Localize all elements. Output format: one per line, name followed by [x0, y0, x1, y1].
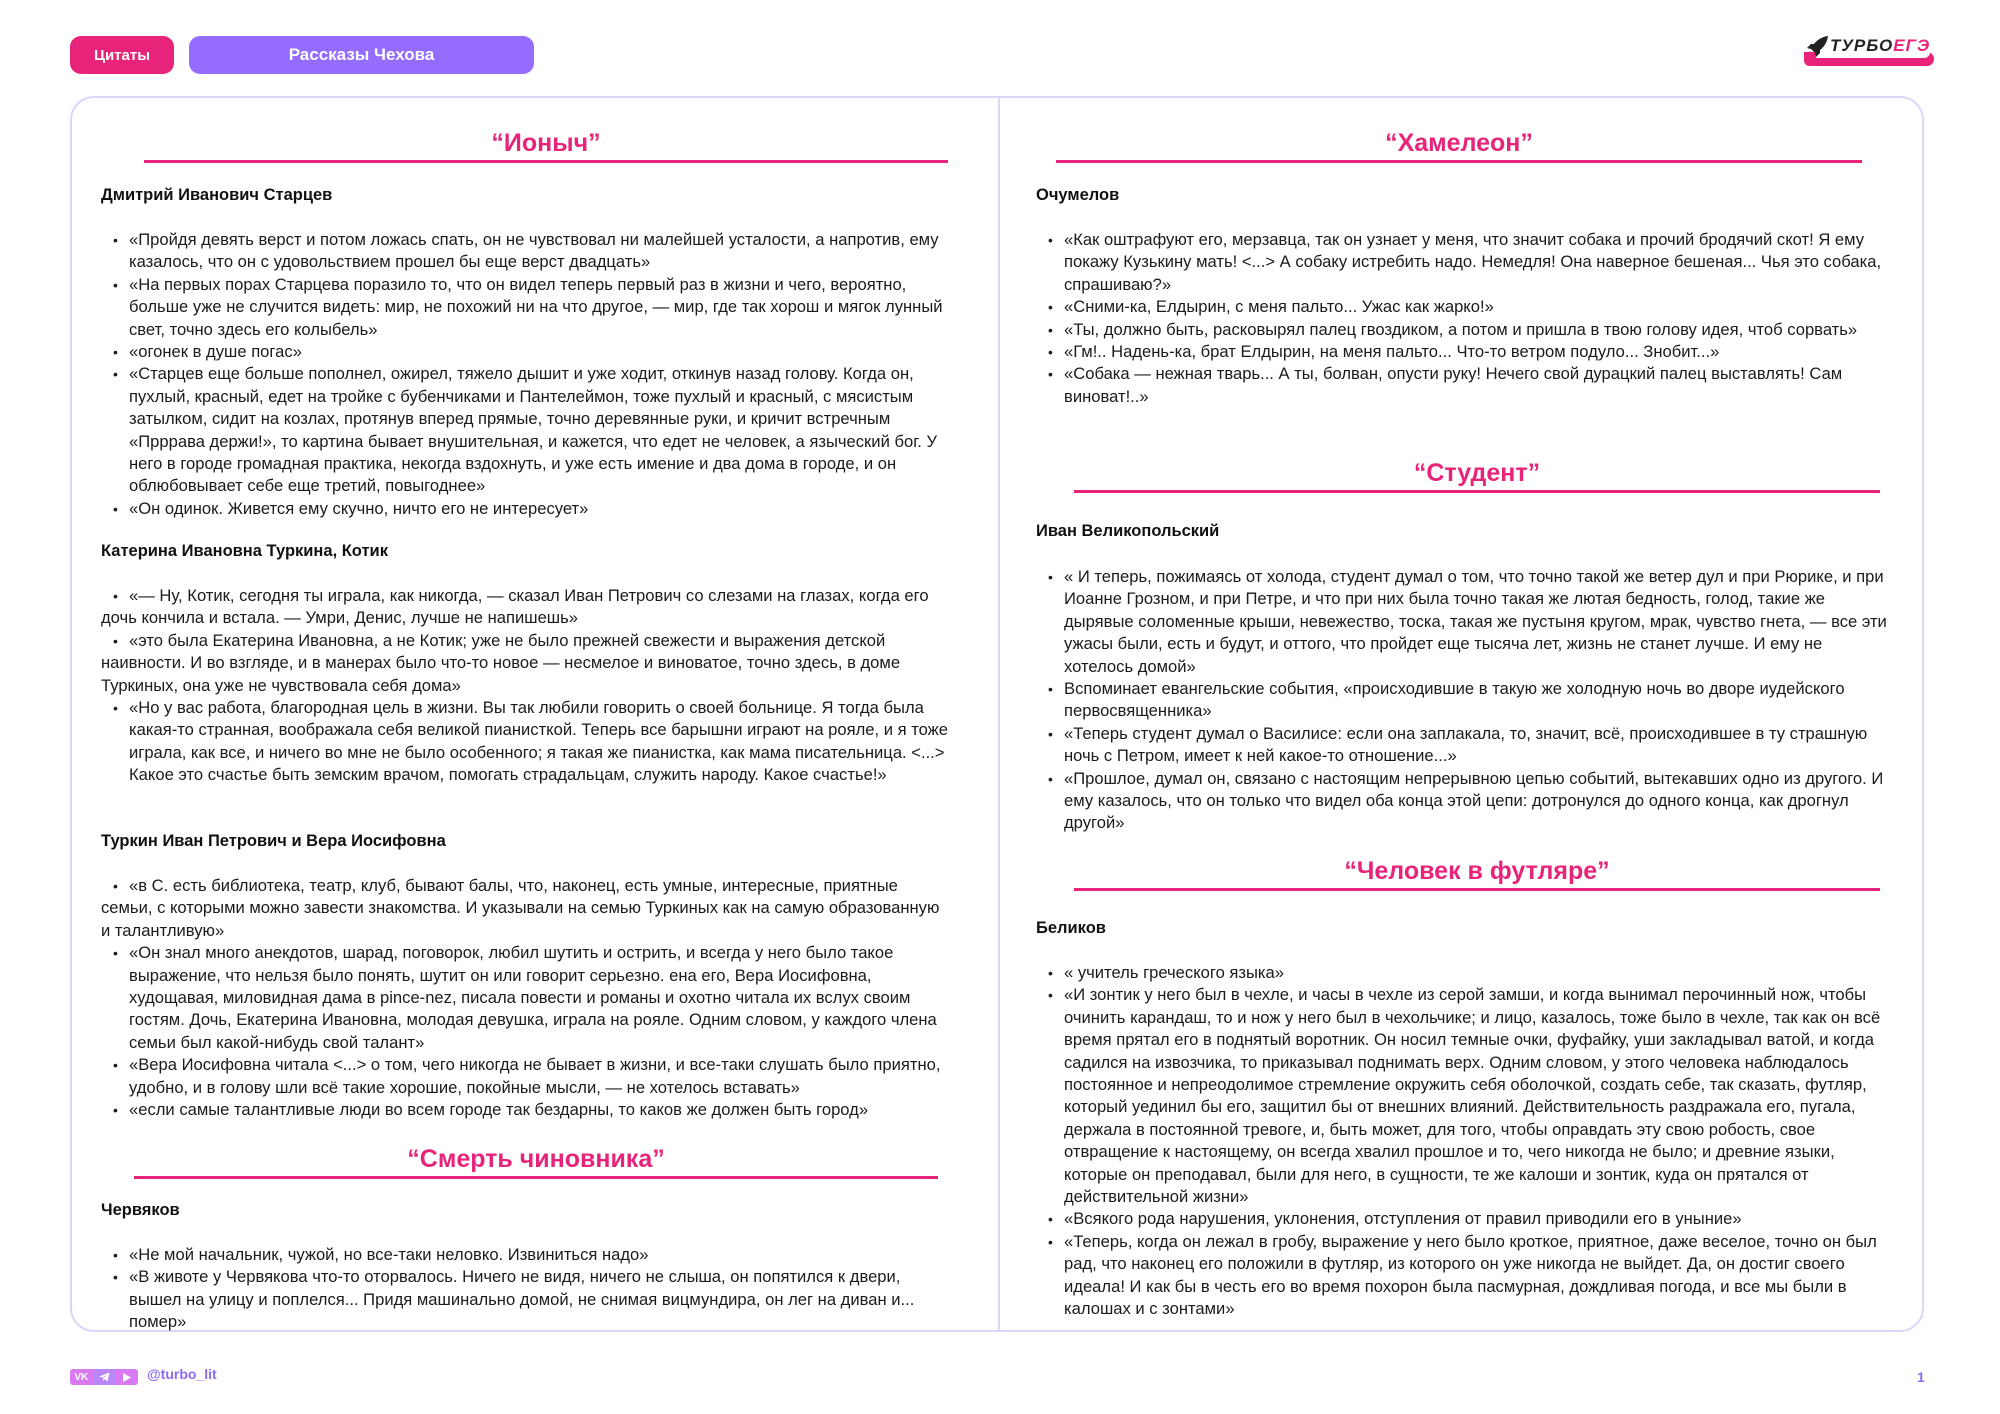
telegram-glyph [99, 1372, 110, 1382]
quote-item: • «Прошлое, думал он, связано с настоящим непрерывною цепью событий, вытекавших одно из другого. И ему казалось, что он только что видел оба конца этой цепи: дотронулся до одного конца, как дрогнул другой» [1036, 768, 1894, 835]
quote-list [101, 585, 951, 787]
content-panel [70, 96, 1924, 1332]
quote-item: • « И теперь, пожимаясь от холода, студент думал о том, что точно такой же ветер дул и при Рюрике, и при Иоанне Грозном, и при Петре, и что при них была точно такая же лютая бедность, голод, такие же дырявые соломенные крыши, невежество, тоска, такая же пустыня кругом, мрак, чувство гнета, — все эти ужасы были, есть и будут, и оттого, что пройдет еще тысяча лет, жизнь не станет лучше. И ему не хотелось домой» [1036, 566, 1894, 678]
heading-underline [1056, 160, 1862, 163]
quote-item: • «На первых порах Старцева поразило то, что он видел теперь первый раз в жизни и чего, вероятно, больше уже не случится видеть: мир, не похожий ни на что другое, — мир, где так хорош и мягок лунный свет, точно здесь его колыбель» [101, 274, 951, 341]
quote-item: • «В животе у Червякова что-то оторвалось. Ничего не видя, ничего не слыша, он попятился к двери, вышел на улицу и поплелся... Придя машинально домой, не снимая вицмундира, он лег на диван и... помер» [101, 1266, 951, 1333]
character-name: Очумелов [1036, 186, 1120, 204]
quote-item: • «это была Екатерина Ивановна, а не Котик; уже не было прежней свежести и выражения детской наивности. И во взгляде, и в манерах было что-то новое — несмелое и виноватое, точно здесь, в доме Туркиных, она уже не чувствовала себя дома» [101, 630, 951, 697]
character-name: Червяков [101, 1201, 180, 1219]
quote-item: • «если самые талантливые люди во всем городе так бездарны, то каков же должен быть город» [101, 1099, 951, 1121]
character-name: Дмитрий Иванович Старцев [101, 186, 333, 204]
story-title: “Смерть чиновника” [407, 1145, 665, 1173]
story-title: “Ионыч” [491, 129, 601, 157]
quote-list [101, 1244, 951, 1334]
quote-list [101, 229, 951, 520]
character-name: Беликов [1036, 919, 1106, 937]
quote-item: • «огонек в душе погас» [101, 341, 951, 363]
logo-text [1830, 36, 1930, 56]
quote-item: • «в С. есть библиотека, театр, клуб, бывают балы, что, наконец, есть умные, интересные, приятные семьи, с которыми можно завести знакомства. И указывали на семью Туркиных как на самую образованную и талантливую» [101, 875, 951, 942]
quote-item: • «И зонтик у него был в чехле, и часы в чехле из серой замши, и когда вынимал перочинный нож, чтобы очинить карандаш, то и нож у него был в чехольчике; и лицо, казалось, тоже было в чехле, так как он всё время прятал его в поднятый воротник. Он носил темные очки, фуфайку, уши закладывал ватой, и когда садился на извозчика, то приказывал поднимать верх. Одним словом, у этого человека наблюдалось постоянное и непреодолимое стремление окружить себя оболочкой, создать себе, так сказать, футляр, который уединил бы его, защитил бы от внешних влияний. Действительность раздражала его, пугала, держала в постоянной тревоге, и, быть может, для того, чтобы оправдать эту свою робость, свое отвращение к настоящему, он всегда хвалил прошлое и то, чего никогда не было; и древние языки, которые он преподавал, были для него, в сущности, те же калоши и зонтик, куда он прятался от действительной жизни» [1036, 984, 1894, 1208]
character-name: Иван Великопольский [1036, 522, 1220, 540]
quote-item: • «Теперь, когда он лежал в гробу, выражение у него было кроткое, приятное, даже веселое, точно он был рад, что наконец его положили в футляр, из которого он уже никогда не выйдет. Да, он достиг своего идеала! И как бы в честь его во время похорон была пасмурная, дождливая погода, и все мы были в калошах и с зонтами» [1036, 1231, 1894, 1321]
quote-item: • «Он одинок. Живется ему скучно, ничто его не интересует» [101, 498, 951, 520]
quote-item: • «Всякого рода нарушения, уклонения, отступления от правил приводили его в уныние» [1036, 1208, 1894, 1230]
vk-icon[interactable]: VK [70, 1369, 93, 1385]
left-column [72, 98, 998, 1330]
quote-item: • «Сними-ка, Елдырин, с меня пальто... Ужас как жарко!» [1036, 296, 1894, 318]
quote-item: • Вспоминает евангельские события, «происходившие в такую же холодную ночь во дворе иудейского первосвященника» [1036, 678, 1894, 723]
quote-list [101, 875, 951, 1121]
quote-item: • «Не мой начальник, чужой, но все-таки неловко. Извиниться надо» [101, 1244, 951, 1266]
heading-underline [1074, 888, 1880, 891]
quote-item: • «Как оштрафуют его, мерзавца, так он узнает у меня, что значит собака и прочий бродячий скот! Я ему покажу Кузькину мать! <...> А собаку истребить надо. Немедля! Она наверное бешеная... Чья это собака, спрашиваю?» [1036, 229, 1894, 296]
story-title: “Студент” [1413, 459, 1541, 487]
character-name: Туркин Иван Петрович и Вера Иосифовна [101, 832, 446, 850]
telegram-icon[interactable] [93, 1369, 116, 1385]
topic-tag[interactable]: Рассказы Чехова [189, 36, 534, 74]
quote-item: • «Ты, должно быть, расковырял палец гвоздиком, а потом и пришла в твою голову идея, чтоб сорвать» [1036, 319, 1894, 341]
quote-item: • «Собака — нежная тварь... А ты, болван, опусти руку! Нечего свой дурацкий палец выставлять! Сам виноват!..» [1036, 363, 1894, 408]
youtube-icon[interactable] [115, 1369, 138, 1385]
story-title: “Хамелеон” [1385, 129, 1533, 157]
quote-list [1036, 229, 1894, 408]
character-name: Катерина Ивановна Туркина, Котик [101, 542, 388, 560]
quote-list [1036, 962, 1894, 1321]
quote-item: • «— Ну, Котик, сегодня ты играла, как никогда, — сказал Иван Петрович со слезами на глазах, когда его дочь кончила и встала. — Умри, Денис, лучше не напишешь» [101, 585, 951, 630]
heading-underline [134, 1176, 938, 1179]
quote-item: • «Старцев еще больше пополнел, ожирел, тяжело дышит и уже ходит, откинув назад голову. Когда он, пухлый, красный, едет на тройке с бубенчиками и Пантелеймон, тоже пухлый и красный, с мясистым затылком, сидит на козлах, протянув вперед прямые, точно деревянные руки, и кричит встречным «Прррава держи!», то картина бывает внушительная, и кажется, что едет не человек, а языческий бог. У него в городе громадная практика, некогда вздохнуть, и уже есть имение и два дома в городе, и он облюбовывает себе еще третий, повыгоднее» [101, 363, 951, 497]
category-tag[interactable]: Цитаты [70, 36, 174, 74]
quote-list [1036, 566, 1894, 835]
quote-item: • «Пройдя девять верст и потом ложась спать, он не чувствовал ни малейшей усталости, а напротив, ему казалось, что он с удовольствием прошел бы еще верст двадцать» [101, 229, 951, 274]
turbo-ege-logo [1800, 34, 1936, 70]
social-icons [70, 1369, 138, 1385]
heading-underline [1074, 490, 1880, 493]
rocket-icon [1804, 34, 1830, 60]
logo-text-part1: ТУРБО [1830, 36, 1894, 55]
play-glyph [123, 1373, 131, 1382]
logo-text-part2: ЕГЭ [1893, 36, 1931, 55]
heading-underline [144, 160, 948, 163]
social-handle[interactable]: @turbo_lit [147, 1366, 217, 1382]
story-title: “Человек в футляре” [1344, 857, 1610, 885]
quote-item: • «Он знал много анекдотов, шарад, поговорок, любил шутить и острить, и всегда у него было такое выражение, что нельзя было понять, шутит он или говорит серьезно. ена его, Вера Иосифовна, худощавая, миловидная дама в pince-nez, писала повести и романы и охотно читала их вслух своим гостям. Дочь, Екатерина Ивановна, молодая девушка, играла на рояле. Одним словом, у каждого члена семьи был какой-нибудь свой талант» [101, 942, 951, 1054]
quote-item: • «Теперь студент думал о Василисе: если она заплакала, то, значит, всё, происходившее в ту страшную ночь с Петром, имеет к ней какое-то отношение...» [1036, 723, 1894, 768]
page-number: 1 [1917, 1369, 1925, 1385]
quote-item: • «Вера Иосифовна читала <...> о том, чего никогда не бывает в жизни, и все-таки слушать было приятно, удобно, и в голову шли всё такие хорошие, покойные мысли, — не хотелось вставать» [101, 1054, 951, 1099]
quote-item: • «Гм!.. Надень-ка, брат Елдырин, на меня пальто... Что-то ветром подуло... Знобит...» [1036, 341, 1894, 363]
right-column [1000, 98, 1924, 1330]
quote-item: • «Но у вас работа, благородная цель в жизни. Вы так любили говорить о своей больнице. Я тогда была какая-то странная, воображала себя великой пианисткой. Теперь все барышни играют на рояле, и я тоже играла, как все, и ничего во мне не было особенного; я такая же пианистка, как мама писательница. <...> Какое это счастье быть земским врачом, помогать страдальцам, служить народу. Какое счастье!» [101, 697, 951, 787]
quote-item: • « учитель греческого языка» [1036, 962, 1894, 984]
